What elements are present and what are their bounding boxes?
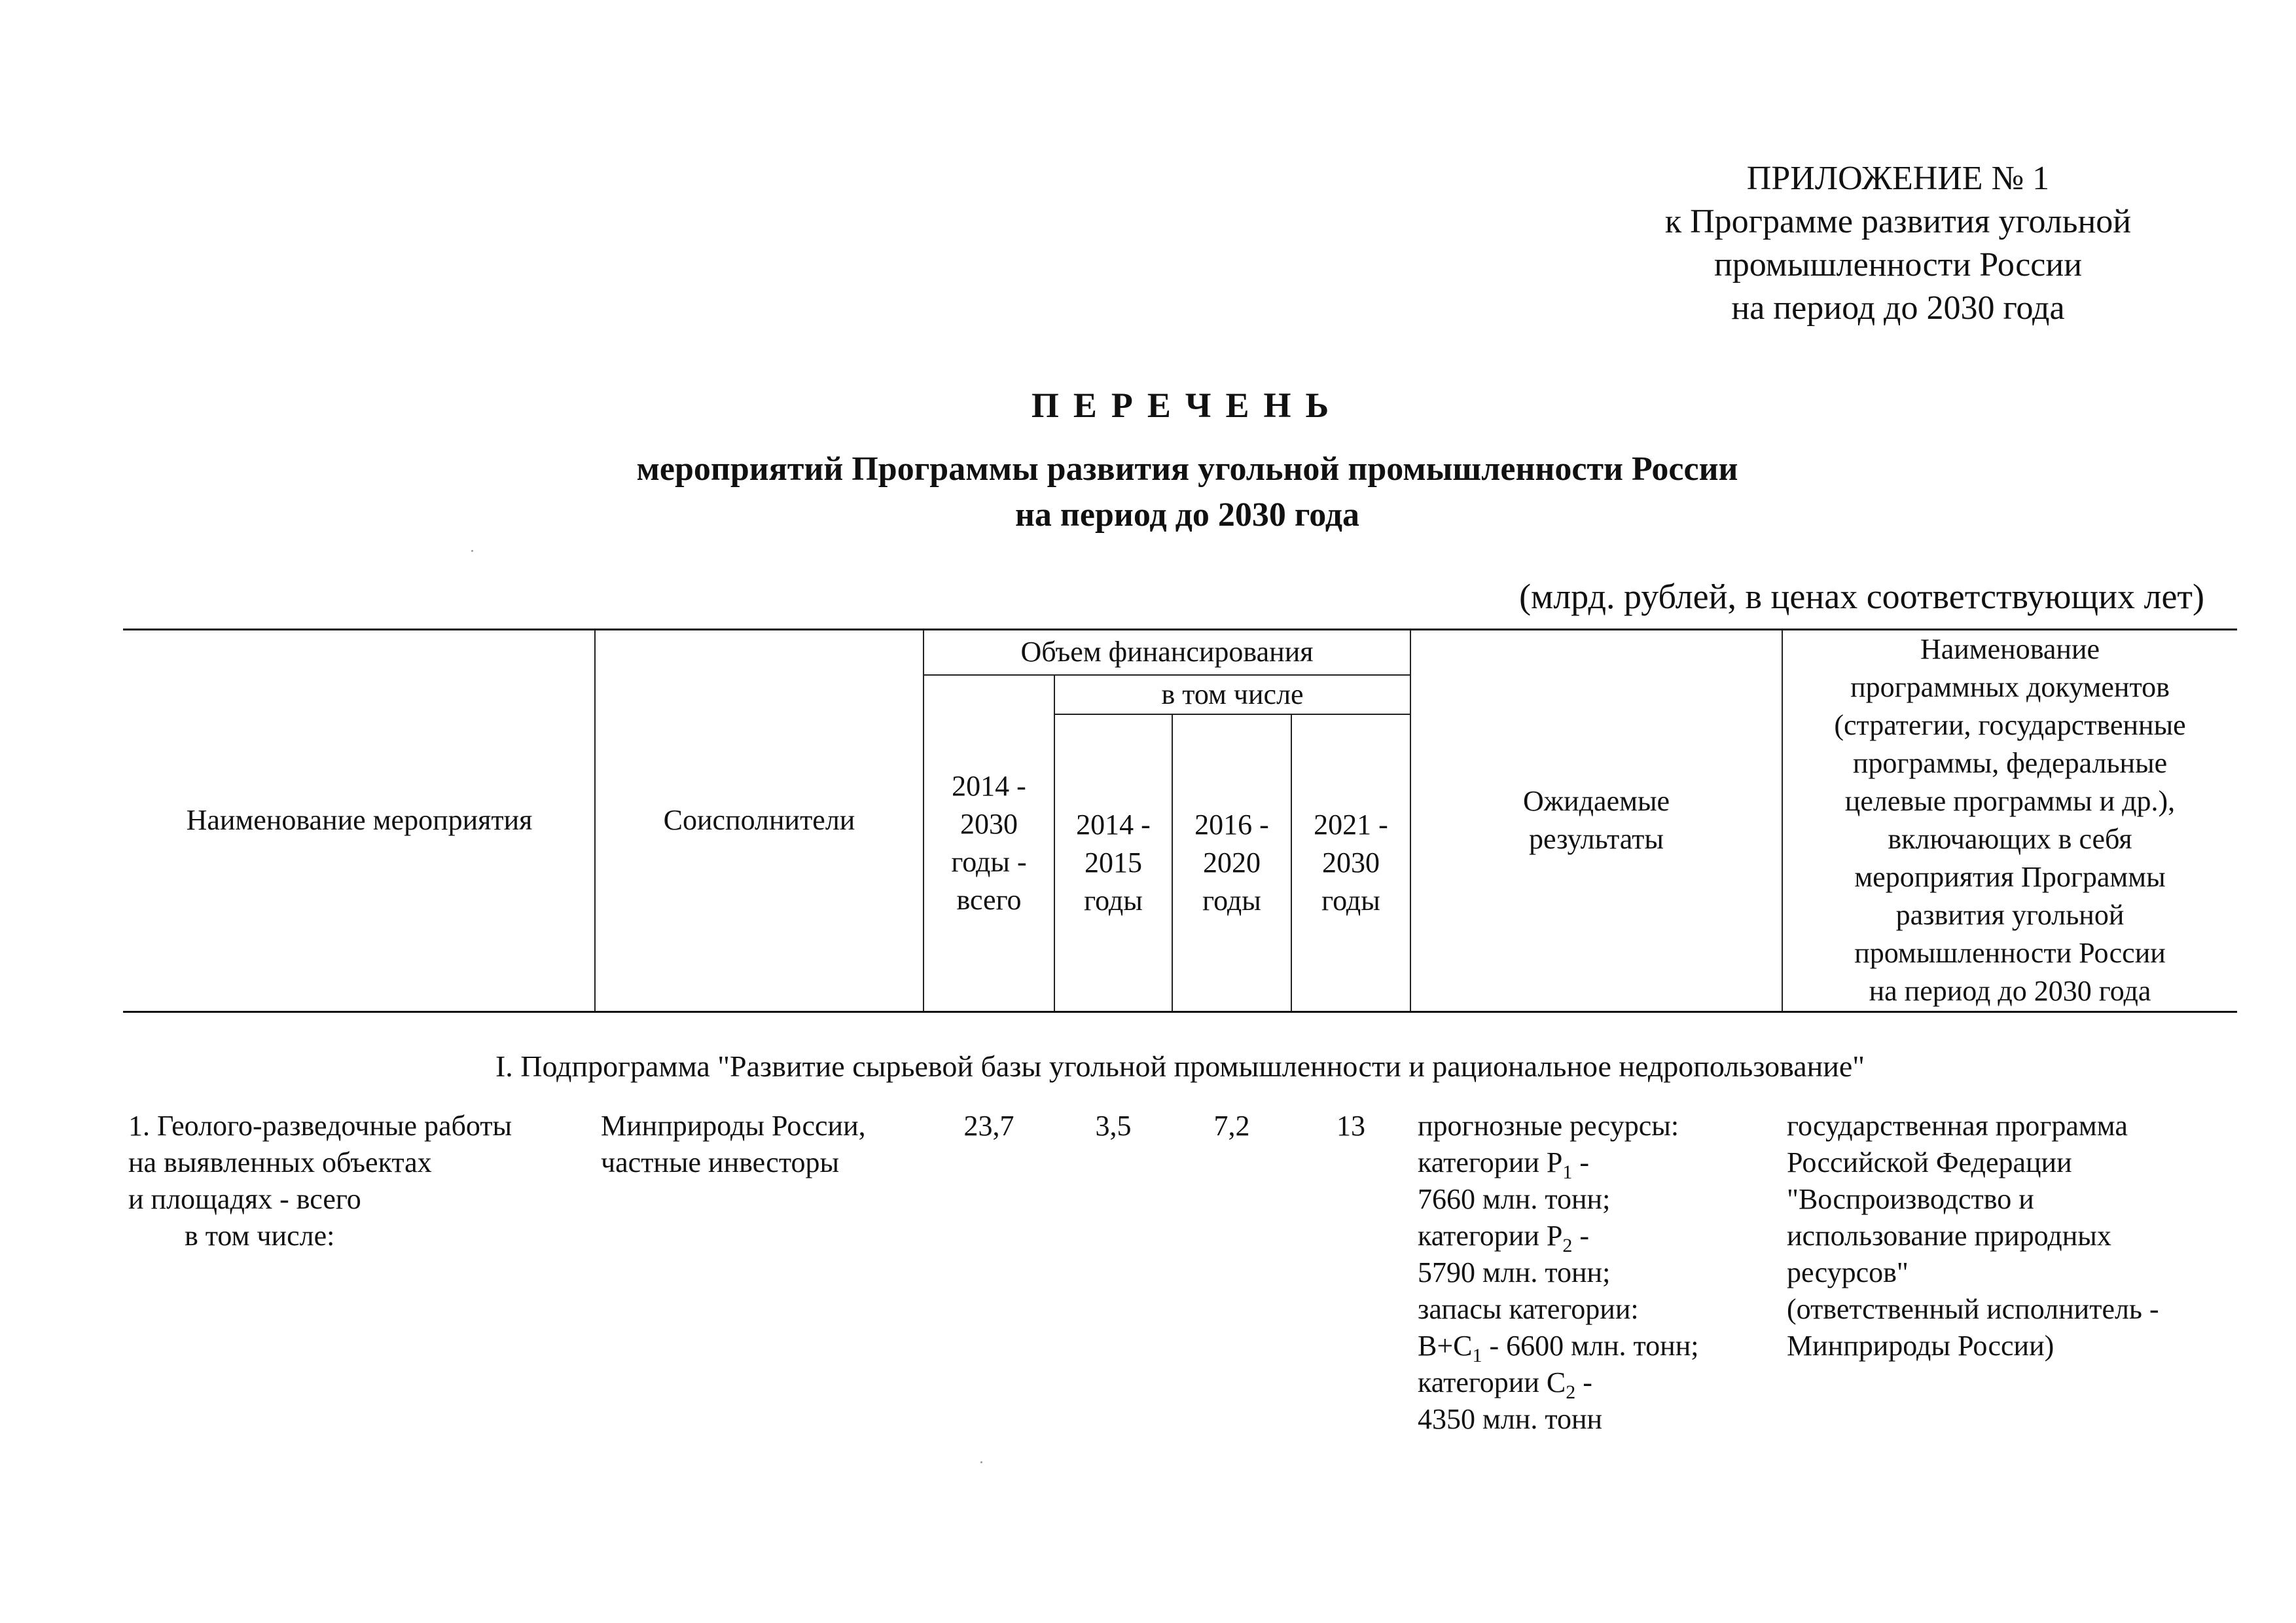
header-including: в том числе: [1161, 678, 1304, 710]
header-period-2014-2015: 2014 - 2015 годы: [1076, 809, 1151, 917]
document-title: ПЕРЕЧЕНЬ: [1031, 386, 1344, 425]
subtitle-line: на период до 2030 года: [1014, 496, 1360, 534]
header-expected-results: Ожидаемые результаты: [1522, 785, 1670, 855]
annex-header: [1597, 157, 2199, 330]
program-documents-cell: государственная программа Российской Федерации "Воспроизводство и использование природных ресурсов" (ответственный исполнитель - Минприроды России): [1787, 1110, 2159, 1362]
expected-results-cell: прогнозные ресурсы: категории $P_1$ - 7660 млн. тонн; категории $P_2$ - 5790 млн. тонн; запасы категории: $B+C_1 - 6600$ млн. тонн; категории $C_2$ - 4350 млн. тонн: [1418, 1110, 1699, 1435]
total-value: 23,7: [963, 1110, 1014, 1142]
header-total-period: 2014 - 2030 годы - всего: [951, 770, 1027, 916]
period-2014-2015-value: 3,5: [1095, 1110, 1132, 1142]
document-subtitle: [0, 447, 2296, 538]
co-executors-cell: Минприроды России, частные инвесторы: [601, 1110, 866, 1178]
table-header-bottom-border: [123, 1011, 2237, 1013]
header-period-2021-2030: 2021 - 2030 годы: [1314, 809, 1388, 917]
subtitle-line: мероприятий Программы развития угольной промышленности России: [636, 450, 1738, 488]
annex-line: на период до 2030 года: [1731, 289, 2065, 327]
header-funding-volume: Объем финансирования: [1020, 636, 1314, 668]
period-2021-2030-value: 13: [1336, 1110, 1365, 1142]
period-2016-2020-value: 7,2: [1213, 1110, 1250, 1142]
header-program-documents: Наименование программных документов (стратегии, государственные программы, федеральные целевые программы и др.), включающих в себя мероприятия Программы развития угольной промышленности России на период до 2030 года: [1834, 633, 2186, 1007]
annex-line: ПРИЛОЖЕНИЕ № 1: [1746, 160, 2050, 197]
header-period-2016-2020: 2016 - 2020 годы: [1194, 809, 1269, 917]
annex-line: промышленности России: [1713, 246, 2083, 283]
annex-line: к Программе развития угольной: [1664, 203, 2132, 240]
section-title: I. Подпрограмма "Развитие сырьевой базы угольной промышленности и рациональное недропользование": [495, 1049, 1865, 1083]
event-name-cell: 1. Геолого-разведочные работы на выявленных объектах и площадях - всего в том числе:: [128, 1110, 512, 1252]
scan-speck: [980, 1461, 982, 1463]
units-note: (млрд. рублей, в ценах соответствующих лет): [1519, 577, 2204, 616]
header-event-name: Наименование мероприятия: [186, 804, 533, 836]
header-co-executors: Соисполнители: [663, 804, 855, 836]
scan-speck: [471, 550, 473, 552]
